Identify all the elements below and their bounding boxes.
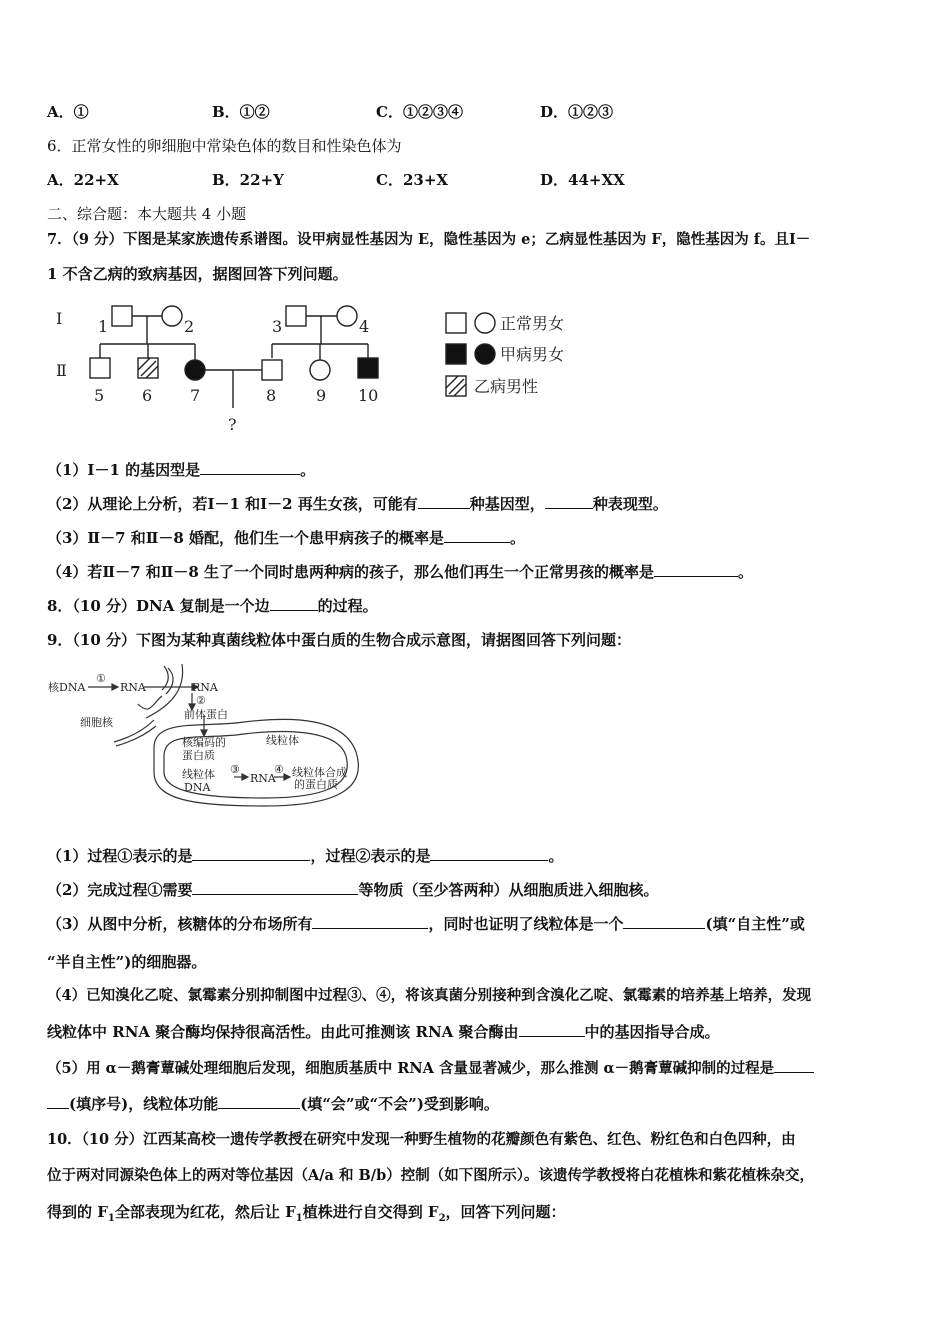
answer-blank[interactable]: [654, 562, 738, 577]
mitochondria-protein-diagram: [44, 660, 374, 826]
answer-blank[interactable]: [519, 1022, 585, 1037]
legend-normal: 正常男女: [500, 314, 565, 333]
label-3: 3: [272, 317, 283, 336]
q10-line1: 10．（10 分）江西某高校一遗传学教授在研究中发现一种野生植物的花瓣颜色有紫色、红色、粉红色和白色四种，由: [47, 1131, 796, 1148]
label-1: 1: [98, 317, 109, 336]
generation-1-label: Ⅰ: [56, 309, 63, 328]
q6-option-b: B．22+Y: [212, 171, 284, 189]
answer-blank[interactable]: [192, 846, 310, 861]
individual-2: [162, 306, 182, 326]
label-process-4: ④: [274, 763, 284, 776]
answer-blank[interactable]: [312, 914, 428, 929]
answer-blank[interactable]: [47, 1094, 69, 1109]
label-process-1: ①: [96, 672, 106, 685]
q9-part1: （1）过程①表示的是 ，过程②表示的是 。: [47, 847, 564, 865]
individual-3: [286, 306, 306, 326]
q5-option-a: A．①: [47, 103, 89, 121]
q5-option-c: C．①②③④: [376, 103, 463, 121]
label-process-2: ②: [196, 694, 206, 707]
answer-blank[interactable]: [218, 1094, 300, 1109]
answer-blank[interactable]: [270, 596, 318, 611]
q7-stem-line2: 1 不含乙病的致病基因，据图回答下列问题。: [47, 265, 348, 283]
label-7: 7: [190, 386, 201, 405]
individual-10: [358, 358, 378, 378]
answer-blank[interactable]: [623, 914, 705, 929]
svg-text:DNA: DNA: [184, 781, 211, 794]
label-nuclear-dna: 核DNA: [48, 681, 86, 694]
svg-text:的蛋白质: 的蛋白质: [294, 778, 338, 791]
q6-option-d: D．44+XX: [540, 171, 625, 189]
label-10: 10: [358, 386, 379, 405]
answer-blank[interactable]: [444, 528, 510, 543]
q9-part5-line1: （5）用 α－鹅膏蕈碱处理细胞后发现，细胞质基质中 RNA 含量显著减少，那么推测 α－鹅膏蕈碱抑制的过程是: [47, 1058, 814, 1079]
label-mito-dna: 线粒体: [182, 768, 215, 781]
answer-blank[interactable]: [774, 1058, 814, 1073]
label-5: 5: [94, 386, 105, 405]
individual-8: [262, 360, 282, 380]
q7-part2: （2）从理论上分析，若Ⅰ－1 和Ⅰ－2 再生女孩，可能有 种基因型， 种表现型。: [47, 495, 668, 513]
q9-stem: 9．（10 分）下图为某种真菌线粒体中蛋白质的生物合成示意图，请据图回答下列问题：: [47, 631, 632, 649]
label-8: 8: [266, 386, 277, 405]
label-process-3: ③: [230, 763, 240, 776]
q7-stem-line1: 7．（9 分）下图是某家族遗传系谱图。设甲病显性基因为 E，隐性基因为 e；乙病显性基因为 F，隐性基因为 f。且Ⅰ－: [47, 231, 811, 248]
q9-part5-line2: (填序号)，线粒体功能 (填“会”或“不会”)受到影响。: [47, 1094, 499, 1114]
answer-blank[interactable]: [200, 460, 300, 475]
answer-blank[interactable]: [192, 880, 358, 895]
label-6: 6: [142, 386, 153, 405]
answer-blank[interactable]: [418, 494, 470, 509]
q9-part4-line1: （4）已知溴化乙啶、氯霉素分别抑制图中过程③、④，将该真菌分别接种到含溴化乙啶、氯霉素的培养基上培养，发现: [47, 987, 812, 1004]
label-rna-3: RNA: [250, 772, 276, 785]
svg-text:蛋白质: 蛋白质: [182, 749, 215, 762]
label-mito-protein: 线粒体合成: [292, 766, 347, 779]
label-rna-1: RNA: [120, 681, 146, 694]
q7-part1: （1）Ⅰ－1 的基因型是 。: [47, 461, 316, 479]
legend-disease-a: 甲病男女: [500, 345, 565, 364]
label-child: ?: [228, 415, 237, 434]
section-2-heading: 二、综合题：本大题共 4 小题: [47, 205, 247, 223]
label-4: 4: [359, 317, 370, 336]
individual-6: [138, 358, 158, 378]
individual-4: [337, 306, 357, 326]
q9-part3-cont: “半自主性”)的细胞器。: [47, 953, 207, 971]
q6-option-c: C．23+X: [376, 171, 449, 189]
q10-line2: 位于两对同源染色体上的两对等位基因（A/a 和 B/b）控制（如下图所示）。该遗传学教授将白花植株和紫花植株杂交，: [47, 1167, 814, 1184]
legend-disease-b: 乙病男性: [474, 377, 539, 396]
individual-7: [185, 360, 205, 380]
q5-option-d: D．①②③: [540, 103, 614, 121]
q7-part3: （3）Ⅱ－7 和Ⅱ－8 婚配，他们生一个患甲病孩子的概率是 。: [47, 529, 526, 547]
q5-option-b: B．①②: [212, 103, 270, 121]
q7-part4: （4）若Ⅱ－7 和Ⅱ－8 生了一个同时患两种病的孩子，那么他们再生一个正常男孩的概率是 。: [47, 563, 754, 581]
label-mitochondrion: 线粒体: [266, 734, 299, 747]
q10-line3: 得到的 $F_1$全部表现为红花，然后让 $F_1$植株进行自交得到 $F_2$，回答下列问题：: [47, 1203, 566, 1224]
q9-part3: （3）从图中分析，核糖体的分布场所有 ，同时也证明了线粒体是一个 (填“自主性”或: [47, 915, 805, 933]
pedigree-chart: [50, 296, 590, 436]
q8: 8．（10 分）DNA 复制是一个边 的过程。: [47, 597, 378, 615]
label-rna-2: RNA: [192, 681, 218, 694]
q6-stem: 6．正常女性的卵细胞中常染色体的数目和性染色体为: [47, 137, 402, 155]
label-precursor-protein: 前体蛋白: [184, 708, 228, 721]
individual-9: [310, 360, 330, 380]
individual-1: [112, 306, 132, 326]
label-nuclear-protein: 核编码的: [182, 736, 226, 749]
generation-2-label: Ⅱ: [56, 361, 67, 380]
individual-5: [90, 358, 110, 378]
label-2: 2: [184, 317, 195, 336]
answer-blank[interactable]: [430, 846, 548, 861]
q6-option-a: A．22+X: [47, 171, 119, 189]
label-9: 9: [316, 386, 327, 405]
label-nucleus: 细胞核: [80, 716, 113, 729]
answer-blank[interactable]: [545, 494, 593, 509]
q9-part2: （2）完成过程①需要 等物质（至少答两种）从细胞质进入细胞核。: [47, 881, 659, 899]
q9-part4-line2: 线粒体中 RNA 聚合酶均保持很高活性。由此可推测该 RNA 聚合酶由 中的基因指导合成。: [47, 1023, 720, 1041]
